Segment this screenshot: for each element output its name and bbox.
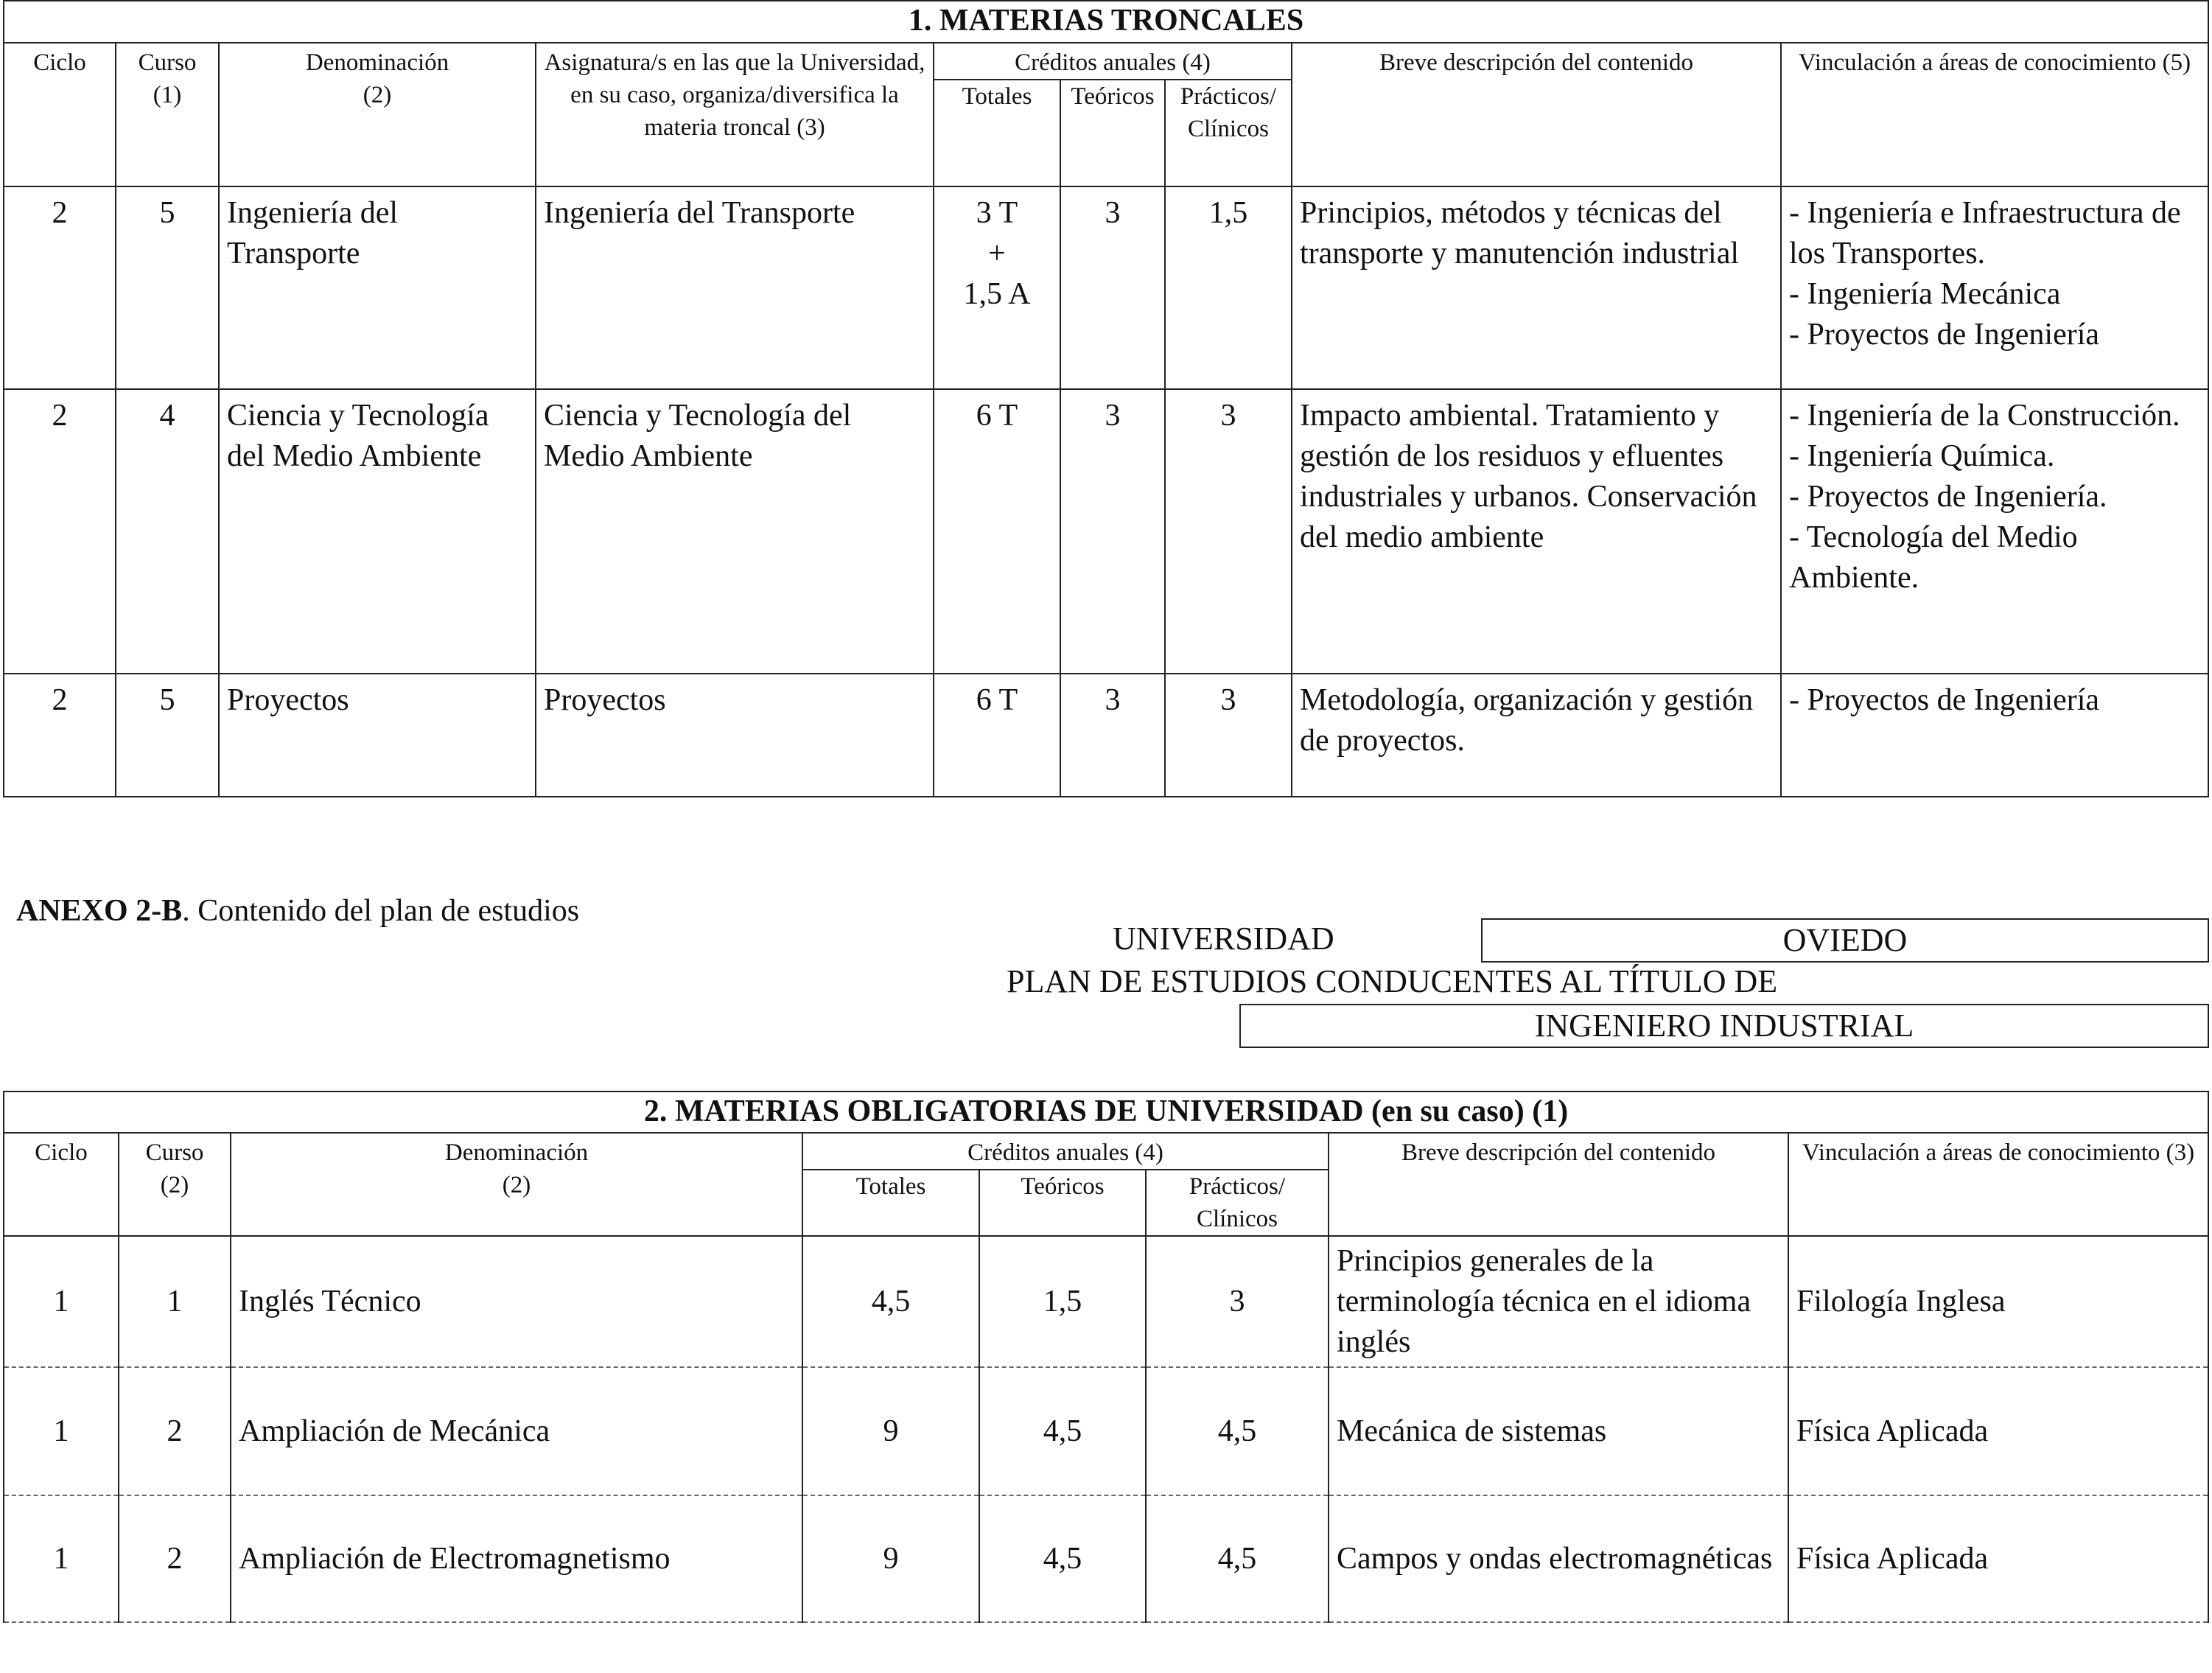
row-totales: 4,5	[802, 1236, 979, 1367]
row-ciclo: 2	[4, 186, 116, 389]
table-row	[4, 1495, 2208, 1622]
row-curso: 5	[116, 186, 219, 389]
row-descripcion: Impacto ambiental. Tratamiento y gestión de los residuos y efluentes industriales y urbanos. Conservación del medio ambiente	[1292, 389, 1781, 674]
row-teoricos: 4,5	[979, 1495, 1146, 1622]
header-creditos: Créditos anuales (4)	[934, 43, 1292, 80]
row-vinculacion: - Ingeniería de la Construcción. - Ingeniería Química. - Proyectos de Ingeniería. - Tecnología del Medio Ambiente.	[1781, 389, 2208, 674]
table1-title: 1. MATERIAS TRONCALES	[4, 1, 2208, 43]
row-descripcion: Principios, métodos y técnicas del transporte y manutención industrial	[1292, 186, 1781, 389]
row-denominacion: Ciencia y Tecnología del Medio Ambiente	[219, 389, 536, 674]
row-teoricos: 1,5	[979, 1236, 1146, 1367]
row-teoricos: 4,5	[979, 1367, 1146, 1495]
row-descripcion: Mecánica de sistemas	[1329, 1367, 1788, 1495]
header-creditos: Créditos anuales (4)	[802, 1133, 1329, 1170]
row-denominacion: Ingeniería del Transporte	[219, 186, 536, 389]
row-ciclo: 2	[4, 389, 116, 674]
header-vinculacion: Vinculación a áreas de conocimiento (5)	[1781, 43, 2208, 186]
titulo-value: INGENIERO INDUSTRIAL	[1239, 1004, 2209, 1048]
row-ciclo: 1	[4, 1367, 119, 1495]
row-asignatura: Ciencia y Tecnología del Medio Ambiente	[536, 389, 934, 674]
row-vinculacion: Física Aplicada	[1788, 1495, 2208, 1622]
table-row	[4, 389, 2208, 674]
row-practicos: 3	[1165, 389, 1292, 674]
header-curso: Curso (2)	[119, 1133, 231, 1236]
header-denominacion: Denominación (2)	[231, 1133, 802, 1236]
row-practicos: 3	[1146, 1236, 1329, 1367]
header-descripcion: Breve descripción del contenido	[1292, 43, 1781, 186]
header-ciclo: Ciclo	[4, 1133, 119, 1236]
table-row	[4, 1367, 2208, 1495]
table-row	[4, 674, 2208, 797]
row-curso: 1	[119, 1236, 231, 1367]
header-vinculacion: Vinculación a áreas de conocimiento (3)	[1788, 1133, 2208, 1236]
table2-title: 2. MATERIAS OBLIGATORIAS DE UNIVERSIDAD (en su caso) (1)	[4, 1092, 2208, 1133]
row-descripcion: Principios generales de la terminología técnica en el idioma inglés	[1329, 1236, 1788, 1367]
row-totales: 6 T	[934, 674, 1060, 797]
header-totales: Totales	[802, 1170, 979, 1236]
row-vinculacion: - Ingeniería e Infraestructura de los Transportes. - Ingeniería Mecánica - Proyectos de Ingeniería	[1781, 186, 2208, 389]
row-denominacion: Ampliación de Electromagnetismo	[231, 1495, 802, 1622]
table-row	[4, 186, 2208, 389]
table-row	[4, 1236, 2208, 1367]
row-curso: 2	[119, 1495, 231, 1622]
header-totales: Totales	[934, 80, 1060, 186]
row-descripcion: Metodología, organización y gestión de proyectos.	[1292, 674, 1781, 797]
materias-obligatorias-table	[3, 1091, 2209, 1623]
header-descripcion: Breve descripción del contenido	[1329, 1133, 1788, 1236]
row-descripcion: Campos y ondas electromagnéticas	[1329, 1495, 1788, 1622]
header-teoricos: Teóricos	[1060, 80, 1165, 186]
row-practicos: 1,5	[1165, 186, 1292, 389]
anexo-heading: ANEXO 2-B. Contenido del plan de estudios	[16, 894, 580, 928]
header-asignatura: Asignatura/s en las que la Universidad, en su caso, organiza/diversifica la materia troncal (3)	[536, 43, 934, 186]
header-practicos: Prácticos/ Clínicos	[1146, 1170, 1329, 1236]
header-ciclo: Ciclo	[4, 43, 116, 186]
header-curso: Curso (1)	[116, 43, 219, 186]
row-ciclo: 1	[4, 1236, 119, 1367]
header-teoricos: Teóricos	[979, 1170, 1146, 1236]
row-vinculacion: Filología Inglesa	[1788, 1236, 2208, 1367]
materias-troncales-table	[3, 0, 2209, 797]
row-totales: 3 T + 1,5 A	[934, 186, 1060, 389]
universidad-value: OVIEDO	[1481, 918, 2209, 963]
row-totales: 6 T	[934, 389, 1060, 674]
row-ciclo: 2	[4, 674, 116, 797]
universidad-label: UNIVERSIDAD	[1113, 921, 1334, 957]
row-practicos: 4,5	[1146, 1367, 1329, 1495]
row-curso: 2	[119, 1367, 231, 1495]
row-asignatura: Ingeniería del Transporte	[536, 186, 934, 389]
row-practicos: 3	[1165, 674, 1292, 797]
row-practicos: 4,5	[1146, 1495, 1329, 1622]
row-denominacion: Inglés Técnico	[231, 1236, 802, 1367]
row-asignatura: Proyectos	[536, 674, 934, 797]
row-curso: 4	[116, 389, 219, 674]
row-teoricos: 3	[1060, 186, 1165, 389]
row-totales: 9	[802, 1495, 979, 1622]
plan-label: PLAN DE ESTUDIOS CONDUCENTES AL TÍTULO DE	[1007, 963, 1778, 999]
header-denominacion: Denominación (2)	[219, 43, 536, 186]
row-ciclo: 1	[4, 1495, 119, 1622]
row-curso: 5	[116, 674, 219, 797]
row-teoricos: 3	[1060, 674, 1165, 797]
row-teoricos: 3	[1060, 389, 1165, 674]
header-practicos: Prácticos/ Clínicos	[1165, 80, 1292, 186]
row-vinculacion: Física Aplicada	[1788, 1367, 2208, 1495]
row-denominacion: Ampliación de Mecánica	[231, 1367, 802, 1495]
row-denominacion: Proyectos	[219, 674, 536, 797]
row-totales: 9	[802, 1367, 979, 1495]
row-vinculacion: - Proyectos de Ingeniería	[1781, 674, 2208, 797]
